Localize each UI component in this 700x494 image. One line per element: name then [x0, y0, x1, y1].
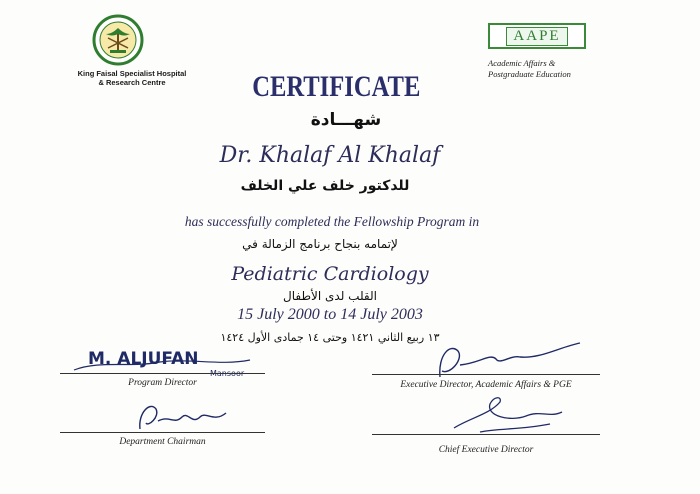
executive-director-line [372, 374, 600, 375]
aape-logo [488, 23, 586, 49]
program-director-label: Program Director [128, 378, 197, 388]
hospital-name [62, 69, 202, 87]
aape-subtitle [488, 58, 618, 80]
department-chairman-line [60, 432, 265, 433]
program-dates: 15 July 2000 to 14 July 2003 [237, 306, 423, 323]
completion-statement: has successfully completed the Fellowship Program in [184, 214, 480, 229]
chief-executive-label: Chief Executive Director [438, 445, 534, 455]
executive-director-label: Executive Director, Academic Affairs & PGE [400, 380, 572, 390]
executive-director-signature [420, 335, 590, 385]
program-name: Pediatric Cardiology [231, 263, 429, 285]
aape-logo-text: AAPE [506, 27, 567, 46]
department-chairman-signature [130, 395, 240, 435]
hospital-name-line1: King Faisal Specialist Hospital [77, 69, 187, 78]
chief-executive-signature [440, 388, 570, 438]
program-director-signature [70, 340, 260, 380]
department-chairman-label: Department Chairman [119, 437, 206, 447]
chief-executive-line [372, 434, 600, 435]
program-dates-arabic: ١٣ ربيع الثاني ١٤٢١ وحتى ١٤ جمادى الأول ١٤٢٤ [220, 331, 440, 344]
certificate-title: CERTIFICATE [252, 70, 421, 103]
hospital-name-line2: & Research Centre [98, 78, 166, 87]
recipient-name-arabic: للدكتور خلف علي الخلف [240, 178, 410, 194]
completion-statement-arabic: لإتمامه بنجاح برنامج الزمالة في [242, 237, 398, 251]
program-director-line [60, 373, 265, 374]
aape-subtitle-line1: Academic Affairs & [488, 58, 556, 68]
program-name-arabic: القلب لدى الأطفال [283, 289, 377, 303]
recipient-name: Dr. Khalaf Al Khalaf [219, 143, 441, 168]
certificate-title-arabic: شهـــادة [310, 110, 382, 130]
hospital-emblem-icon [92, 14, 144, 66]
program-director-signature-note: Mansoor [210, 369, 245, 378]
aape-subtitle-line2: Postgraduate Education [488, 69, 571, 79]
program-director-signature-text: M. ALJUFAN [88, 349, 199, 369]
